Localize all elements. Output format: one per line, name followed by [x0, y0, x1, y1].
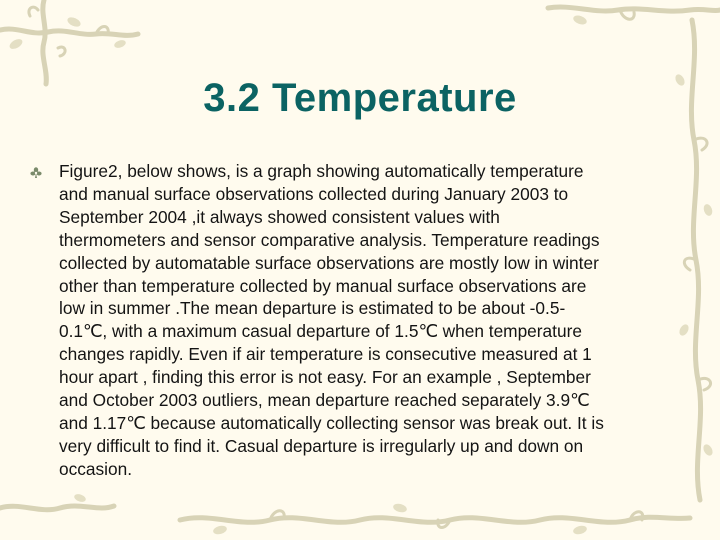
bullet-body-text: Figure2, below shows, is a graph showing automatically temperature and manual surface observations collected during January 2003 to September 2004 ,it always showed consistent values with thermometers and sensor comparative analysis. Temperature readings collected by automatable surface observations are mostly low in winter other than temperature collected by manual surface observations are low in summer .The mean departure is estimated to be about -0.5- 0.1℃, with a maximum casual departure of 1.5℃ when temperature changes rapidly. Even if air temperature is consecutive measured at 1 hour apart , finding this error is not easy. For an example , September and October 2003 outliers, mean departure reached separately 3.9℃ and 1.17℃ because automatically collecting sensor was break out. It is very difficult to find it. Casual departure is irregularly up and down on occasion.: [59, 161, 604, 479]
vine-top-left-horizontal: [0, 29, 138, 35]
vine-bottom-left: [0, 506, 114, 510]
vine-stem-top-left: [43, 0, 46, 84]
slide-title: 3.2 Temperature: [203, 76, 517, 120]
vine-bottom: [180, 517, 690, 522]
fleuron-bullet-icon: [30, 167, 42, 179]
